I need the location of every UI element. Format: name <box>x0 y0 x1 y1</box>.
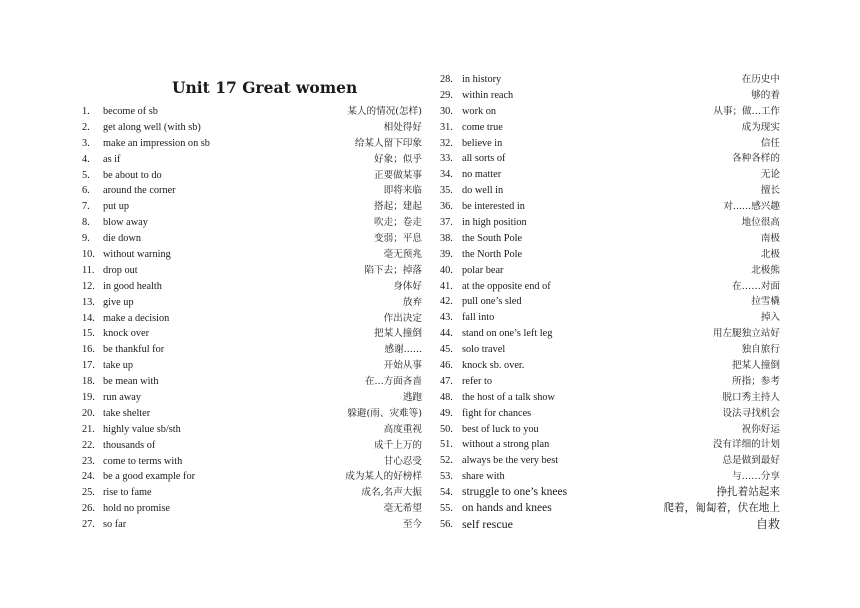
item-phrase: refer to <box>462 375 493 387</box>
item-translation: 相处得好 <box>383 121 422 133</box>
item-number: 53. <box>440 471 453 483</box>
list-item <box>440 453 780 469</box>
item-phrase: come to terms with <box>103 455 183 467</box>
item-translation: 地位很高 <box>741 217 780 229</box>
item-translation: 成千上万的 <box>374 439 422 451</box>
item-number: 3. <box>82 137 90 149</box>
item-phrase: knock over <box>103 328 150 340</box>
item-number: 37. <box>440 217 453 229</box>
unit-title: Unit 17 Great women <box>172 78 358 97</box>
item-translation: 搭起；建起 <box>374 201 422 213</box>
item-number: 19. <box>82 392 95 404</box>
item-phrase: in high position <box>462 217 527 229</box>
item-number: 45. <box>440 344 453 356</box>
list-item <box>82 168 422 184</box>
item-number: 38. <box>440 232 453 244</box>
item-number: 51. <box>440 439 453 451</box>
item-translation: 甘心忍受 <box>383 455 422 467</box>
item-number: 49. <box>440 407 453 419</box>
list-item <box>440 104 780 120</box>
item-translation: 成名,名声大振 <box>361 487 422 499</box>
item-number: 8. <box>82 217 90 229</box>
list-item <box>440 199 780 215</box>
item-phrase: take up <box>103 360 134 372</box>
item-phrase: always be the very best <box>462 455 559 467</box>
item-phrase: make a decision <box>103 312 170 324</box>
item-translation: 在……对面 <box>732 280 780 292</box>
item-number: 27. <box>82 519 95 531</box>
item-phrase: do well in <box>462 185 504 197</box>
item-number: 30. <box>440 105 453 117</box>
item-translation: 毫无希望 <box>383 503 422 515</box>
item-phrase: without a strong plan <box>462 439 550 451</box>
list-item <box>82 152 422 168</box>
item-phrase: get along well (with sb) <box>103 121 201 133</box>
list-item <box>82 136 422 152</box>
item-number: 35. <box>440 185 453 197</box>
list-item <box>82 279 422 295</box>
item-number: 40. <box>440 264 453 276</box>
list-item <box>440 247 780 263</box>
list-item <box>82 215 422 231</box>
item-number: 46. <box>440 360 453 372</box>
item-translation: 把某人撞倒 <box>374 328 422 340</box>
list-item <box>440 151 780 167</box>
list-item <box>82 342 422 358</box>
item-number: 29. <box>440 89 453 101</box>
item-phrase: fight for chances <box>462 407 532 419</box>
list-item <box>440 120 780 136</box>
item-phrase: thousands of <box>103 439 156 451</box>
list-item <box>440 374 780 390</box>
item-number: 31. <box>440 121 453 133</box>
item-phrase: so far <box>103 519 127 531</box>
item-number: 9. <box>82 233 90 245</box>
item-number: 21. <box>82 423 95 435</box>
item-phrase: the North Pole <box>462 248 523 260</box>
item-phrase: without warning <box>103 249 171 261</box>
list-item <box>440 358 780 374</box>
item-translation: 爬着，匍匐着，伏在地上 <box>663 502 780 515</box>
item-number: 18. <box>82 376 95 388</box>
item-number: 15. <box>82 328 95 340</box>
item-phrase: drop out <box>103 264 138 276</box>
item-number: 48. <box>440 391 453 403</box>
item-number: 24. <box>82 471 95 483</box>
item-phrase: fall into <box>462 312 495 324</box>
item-phrase: the South Pole <box>462 232 523 244</box>
list-item <box>440 501 780 517</box>
list-item <box>82 247 422 263</box>
item-translation: 没有详细的计划 <box>712 439 780 451</box>
item-translation: 总是做到最好 <box>722 455 780 467</box>
item-translation: 逃跑 <box>402 392 422 404</box>
item-translation: 躲避(雨、灾难等) <box>347 407 422 419</box>
item-translation: 在...方面吝啬 <box>364 376 422 388</box>
list-item <box>82 438 422 454</box>
item-translation: 脱口秀主持人 <box>722 391 780 403</box>
list-item <box>82 183 422 199</box>
item-translation: 北极熊 <box>751 264 780 276</box>
list-item <box>82 120 422 136</box>
item-phrase: self rescue <box>462 516 513 531</box>
list-item <box>440 485 780 501</box>
list-item <box>82 422 422 438</box>
list-item <box>82 390 422 406</box>
item-phrase: no matter <box>462 169 502 181</box>
item-phrase: best of luck to you <box>462 423 539 435</box>
item-translation: 祝你好运 <box>741 423 780 435</box>
item-translation: 从事；做...工作 <box>713 105 780 117</box>
item-phrase: at the opposite end of <box>462 280 551 292</box>
item-number: 32. <box>440 137 453 149</box>
list-item <box>440 279 780 295</box>
item-translation: 在历史中 <box>741 74 780 85</box>
list-item <box>82 469 422 485</box>
item-number: 39. <box>440 248 453 260</box>
list-item <box>440 342 780 358</box>
item-phrase: stand on one’s left leg <box>462 328 553 340</box>
list-item <box>82 326 422 342</box>
item-phrase: the host of a talk show <box>462 391 555 403</box>
item-number: 13. <box>82 296 95 308</box>
item-phrase: run away <box>103 392 142 404</box>
item-translation: 用左腿独立站好 <box>712 328 780 340</box>
list-item <box>82 311 422 327</box>
item-phrase: in history <box>462 74 502 85</box>
item-translation: 给某人留下印象 <box>354 137 422 149</box>
list-item <box>440 294 780 310</box>
item-number: 47. <box>440 375 453 387</box>
item-translation: 够的着 <box>751 89 780 101</box>
item-translation: 对......感兴趣 <box>723 201 780 213</box>
item-number: 26. <box>82 503 95 515</box>
list-item <box>82 485 422 501</box>
item-phrase: polar bear <box>462 264 504 276</box>
list-item <box>440 422 780 438</box>
item-number: 4. <box>82 153 90 165</box>
item-phrase: blow away <box>103 217 148 229</box>
item-number: 11. <box>82 264 95 276</box>
item-number: 41. <box>440 280 453 292</box>
list-item <box>82 104 422 120</box>
item-translation: 成为某人的好榜样 <box>345 471 422 483</box>
item-phrase: be mean with <box>103 376 159 388</box>
list-item <box>440 183 780 199</box>
item-translation: 与……分享 <box>732 471 780 483</box>
item-translation: 正要做某事 <box>374 169 422 181</box>
item-translation: 至今 <box>402 519 422 531</box>
item-phrase: be about to do <box>103 169 162 181</box>
item-translation: 各种各样的 <box>732 153 780 165</box>
item-translation: 作出决定 <box>383 312 422 324</box>
list-item <box>440 263 780 279</box>
item-number: 54. <box>440 487 453 499</box>
item-number: 44. <box>440 328 453 340</box>
item-translation: 把某人撞倒 <box>732 360 780 372</box>
item-number: 36. <box>440 201 453 213</box>
item-phrase: hold no promise <box>103 503 170 515</box>
item-translation: 某人的情况(怎样) <box>347 106 422 117</box>
list-item <box>82 374 422 390</box>
item-translation: 掉入 <box>760 312 780 324</box>
item-phrase: solo travel <box>462 344 506 356</box>
list-item <box>440 469 780 485</box>
item-number: 52. <box>440 455 453 467</box>
item-translation: 变弱；平息 <box>374 233 422 245</box>
item-phrase: die down <box>103 233 142 245</box>
item-number: 43. <box>440 312 453 324</box>
item-number: 42. <box>440 296 453 308</box>
item-translation: 拉雪橇 <box>751 296 780 308</box>
item-translation: 独自旅行 <box>741 344 780 356</box>
item-translation: 擅长 <box>760 185 780 197</box>
item-number: 17. <box>82 360 95 372</box>
list-item <box>440 517 780 533</box>
item-phrase: struggle to one’s knees <box>462 486 568 499</box>
list-item <box>82 231 422 247</box>
item-translation: 陷下去；掉落 <box>364 264 422 276</box>
list-item <box>440 88 780 104</box>
item-translation: 设法寻找机会 <box>722 407 780 419</box>
item-phrase: as if <box>103 153 121 165</box>
item-translation: 无论 <box>760 169 780 181</box>
item-phrase: pull one’s sled <box>462 296 522 308</box>
item-translation: 即将来临 <box>383 185 422 197</box>
item-number: 33. <box>440 153 453 165</box>
item-number: 25. <box>82 487 95 499</box>
list-item <box>440 231 780 247</box>
item-phrase: take shelter <box>103 407 151 419</box>
item-translation: 北极 <box>760 248 780 260</box>
item-phrase: rise to fame <box>103 487 152 499</box>
item-phrase: make an impression on sb <box>103 137 210 149</box>
list-item <box>440 406 780 422</box>
item-number: 56. <box>440 518 453 530</box>
item-phrase: be a good example for <box>103 471 196 483</box>
item-number: 1. <box>82 106 90 117</box>
item-number: 23. <box>82 455 95 467</box>
list-item <box>440 310 780 326</box>
item-translation: 信任 <box>760 137 780 149</box>
item-phrase: in good health <box>103 280 162 292</box>
item-number: 10. <box>82 249 95 261</box>
item-translation: 所指；参考 <box>732 375 780 387</box>
item-translation: 身体好 <box>393 280 422 292</box>
list-item <box>82 454 422 470</box>
item-number: 2. <box>82 121 90 133</box>
vocab-column-right <box>440 72 780 533</box>
list-item <box>440 167 780 183</box>
item-number: 20. <box>82 407 95 419</box>
list-item <box>82 263 422 279</box>
list-item <box>440 72 780 88</box>
item-translation: 高度重视 <box>383 423 422 435</box>
vocab-column-left <box>82 104 422 533</box>
item-phrase: on hands and knees <box>462 502 552 515</box>
item-phrase: share with <box>462 471 505 483</box>
item-phrase: give up <box>103 296 134 308</box>
item-translation: 毫无预兆 <box>383 249 422 261</box>
list-item <box>440 136 780 152</box>
list-item <box>82 199 422 215</box>
item-translation: 放弃 <box>402 296 422 308</box>
item-translation: 感谢...... <box>384 344 422 356</box>
item-phrase: knock sb. over. <box>462 360 525 372</box>
item-number: 16. <box>82 344 95 356</box>
item-number: 22. <box>82 439 95 451</box>
item-phrase: around the corner <box>103 185 176 197</box>
item-number: 55. <box>440 503 453 515</box>
list-item <box>82 501 422 517</box>
item-translation: 好象；似乎 <box>374 153 422 165</box>
list-item <box>82 406 422 422</box>
item-number: 12. <box>82 280 95 292</box>
item-phrase: within reach <box>462 89 514 101</box>
item-number: 28. <box>440 74 453 85</box>
item-translation: 成为现实 <box>741 121 780 133</box>
item-translation: 挣扎着站起来 <box>716 486 780 499</box>
item-translation: 自救 <box>755 516 780 531</box>
list-item <box>82 358 422 374</box>
list-item <box>82 295 422 311</box>
item-phrase: highly value sb/sth <box>103 423 181 435</box>
item-phrase: put up <box>103 201 130 213</box>
item-number: 6. <box>82 185 90 197</box>
item-phrase: believe in <box>462 137 503 149</box>
item-phrase: become of sb <box>103 106 158 117</box>
item-phrase: come true <box>462 121 503 133</box>
item-phrase: work on <box>462 105 497 117</box>
list-item <box>82 517 422 533</box>
list-item <box>440 437 780 453</box>
item-number: 14. <box>82 312 95 324</box>
item-number: 50. <box>440 423 453 435</box>
item-translation: 南极 <box>760 232 780 244</box>
item-number: 34. <box>440 169 453 181</box>
item-phrase: be interested in <box>462 201 525 213</box>
item-translation: 吹走；卷走 <box>374 217 422 229</box>
item-phrase: all sorts of <box>462 153 506 165</box>
list-item <box>440 215 780 231</box>
list-item <box>440 390 780 406</box>
item-number: 7. <box>82 201 90 213</box>
item-phrase: be thankful for <box>103 344 165 356</box>
item-translation: 开始从事 <box>383 360 422 372</box>
list-item <box>440 326 780 342</box>
item-number: 5. <box>82 169 90 181</box>
